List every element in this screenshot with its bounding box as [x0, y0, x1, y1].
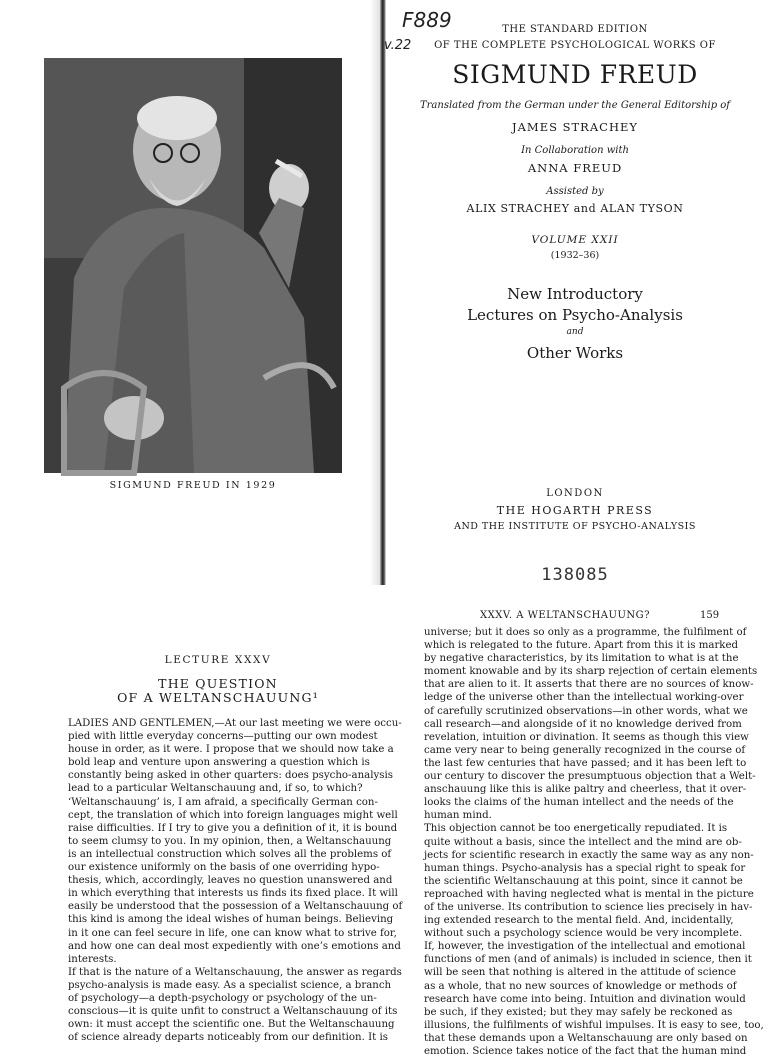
text-line: anschauung like this is alike paltry and cheerless, that it over- — [424, 784, 747, 796]
text-line: revelation, intuition or divination. It seems as though this view — [424, 731, 749, 743]
collaboration-line: In Collaboration with — [521, 145, 629, 156]
frontispiece-photo — [44, 58, 342, 473]
text-line: human things. Psycho-analysis has a special right to speak for — [424, 862, 746, 874]
text-line: If that is the nature of a Weltanschauung, the answer as regards — [68, 966, 402, 978]
text-line: call research—and alongside of it no knowledge derived from — [424, 718, 742, 730]
text-line: that these demands upon a Weltanschauung are only based on — [424, 1032, 748, 1044]
work-title-line2: Lectures on Psycho-Analysis — [467, 306, 683, 324]
text-line: jects for scientific research in exactly the same way as any non- — [424, 849, 754, 861]
text-line: cept, the translation of which into foreign languages might well — [68, 809, 398, 821]
text-line: in which everything that interests us finds its fixed place. It will — [68, 888, 398, 900]
library-stamp-number: 138085 — [541, 565, 609, 585]
editor-name: JAMES STRACHEY — [512, 120, 638, 134]
text-line: thesis, which, accordingly, leaves no question unanswered and — [68, 875, 393, 887]
text-line: the last few centuries that have passed; and it has been left to — [424, 757, 747, 769]
works-line: OF THE COMPLETE PSYCHOLOGICAL WORKS OF — [434, 40, 716, 51]
assistant-names: ALIX STRACHEY and ALAN TYSON — [466, 202, 684, 215]
text-line: research have come into being. Intuition and divination would — [424, 993, 746, 1005]
text-line: of psychology—a depth-psychology or psychology of the un- — [68, 992, 377, 1004]
text-line: the scientific Weltanschauung at this point, since it cannot be — [424, 875, 743, 887]
text-line: ‘Weltanschauung’ is, I am afraid, a specifically German con- — [68, 796, 378, 808]
lecture-number: LECTURE XXXV — [164, 654, 272, 666]
text-line: quite without a basis, since the intellect and the mind are ob- — [424, 836, 742, 848]
text-line: house in order, as it were. I propose that we should now take a — [68, 744, 394, 756]
text-line: ledge of the universe other than the intellectual working-over — [424, 692, 744, 704]
text-line: as a whole, that no new sources of knowledge or methods of — [424, 980, 737, 992]
text-line: reproached with having neglected what is mental in the picture — [424, 888, 754, 900]
page-number: 159 — [700, 610, 720, 621]
photo-caption: SIGMUND FREUD IN 1929 — [109, 480, 277, 491]
text-line: functions of men (and of animals) is included in science, then it — [424, 954, 752, 966]
volume-number: VOLUME XXII — [531, 234, 619, 246]
work-title-line3: Other Works — [526, 344, 624, 362]
work-title-and: and — [566, 327, 584, 337]
text-line: our existence uniformly on the basis of one overriding hypo- — [68, 862, 380, 874]
text-line: which is relegated to the future. Apart from this it is marked — [424, 640, 739, 652]
volume-years: (1932–36) — [550, 250, 600, 261]
translated-line: Translated from the German under the General Editorship of — [419, 100, 731, 111]
text-line: without such a psychology science would be very incomplete. — [424, 928, 743, 940]
text-line: and how one can deal most expediently with one’s emotions and — [68, 940, 401, 952]
text-line: of science already departs noticeably from our definition. It is — [68, 1032, 388, 1044]
running-head: XXXV. A WELTANSCHAUUNG? — [480, 610, 650, 621]
text-line: this kind is among the ideal wishes of human beings. Believing — [68, 914, 394, 926]
text-line: moment knowable and by its sharp rejection of certain elements — [424, 666, 758, 678]
text-line: This objection cannot be too energetically repudiated. It is — [424, 823, 728, 835]
text-line: own: it must accept the scientific one. But the Weltanschauung — [68, 1019, 395, 1031]
text-line: If, however, the investigation of the intellectual and emotional — [424, 941, 746, 953]
portrait-illustration — [44, 58, 342, 473]
text-line: bold leap and venture upon answering a question which is — [68, 757, 370, 769]
author-name: SIGMUND FREUD — [452, 60, 698, 89]
text-line: be such, if they existed; but they may safely be reckoned as — [424, 1006, 733, 1018]
edition-line: THE STANDARD EDITION — [502, 24, 648, 35]
text-line: came very near to being generally recognized in the course of — [424, 744, 746, 756]
lecture-title-line1: THE QUESTION — [158, 676, 278, 691]
text-line: by negative characteristics, by its limitation to what is at the — [424, 653, 739, 665]
book-spine-shadow — [370, 0, 380, 585]
text-line: illusions, the fulfilments of wishful impulses. It is easy to see, too, — [424, 1019, 764, 1031]
lecture-title-line2: OF A WELTANSCHAUUNG¹ — [117, 690, 319, 705]
left-body-text — [68, 717, 403, 1044]
text-line: universe; but it does so only as a programme, the fulfilment of — [424, 627, 747, 638]
text-line: emotion. Science takes notice of the fact that the human mind — [424, 1046, 747, 1057]
work-title-line1: New Introductory — [507, 285, 643, 303]
text-line: psycho-analysis is made easy. As a specialist science, a branch — [68, 979, 392, 991]
text-line: raise difficulties. If I try to give you a definition of it, it is bound — [68, 822, 398, 834]
text-line: that are alien to it. It asserts that there are no sources of know- — [424, 679, 754, 691]
assisted-line: Assisted by — [546, 186, 604, 197]
text-line: to seem clumsy to you. In my opinion, then, a Weltanschauung — [68, 835, 392, 847]
text-line: pied with little everyday concerns—putting our own modest — [68, 731, 378, 743]
text-line: easily be understood that the possession of a Weltanschauung of — [68, 901, 403, 913]
text-line: in it one can feel secure in life, one can know what to strive for, — [68, 927, 397, 939]
book-spine — [380, 0, 386, 585]
text-line: LADIES AND GENTLEMEN,—At our last meeting we were occu- — [68, 718, 402, 729]
text-line: conscious—it is quite unfit to construct a Weltanschauung of its — [68, 1006, 398, 1018]
publisher-institute: AND THE INSTITUTE OF PSYCHO-ANALYSIS — [454, 521, 696, 532]
text-line: looks the claims of the human intellect and the needs of the — [424, 797, 734, 809]
handwritten-callnumber: F889 — [402, 8, 452, 32]
collaborator-name: ANNA FREUD — [527, 161, 623, 175]
text-line: lead to a particular Weltanschauung and, if so, to which? — [68, 783, 363, 795]
text-line: of the universe. Its contribution to science lies precisely in hav- — [424, 901, 753, 913]
handwritten-volume: v.22 — [384, 38, 412, 53]
text-line: our century to discover the presumptuous objection that a Welt- — [424, 771, 756, 783]
text-line: is an intellectual construction which solves all the problems of — [68, 848, 392, 860]
publisher-name: THE HOGARTH PRESS — [496, 504, 654, 517]
text-line: will be seen that nothing is altered in the attitude of science — [424, 967, 737, 979]
text-line: of carefully scrutinized observations—in other words, what we — [424, 705, 748, 717]
publisher-city: LONDON — [546, 488, 604, 499]
text-line: human mind. — [424, 810, 492, 822]
text-line: ing extended research to the mental field. And, incidentally, — [424, 915, 734, 927]
text-line: constantly being asked in other quarters: does psycho-analysis — [68, 770, 393, 782]
right-body-text — [424, 626, 764, 1058]
text-line: interests. — [68, 953, 117, 965]
